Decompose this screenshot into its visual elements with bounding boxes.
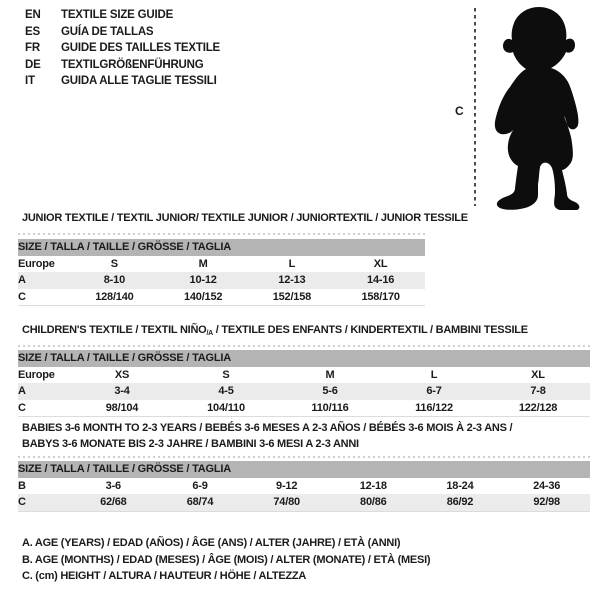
table-header-row — [18, 239, 425, 256]
row-label: C — [18, 400, 70, 417]
babies-size-table — [18, 461, 590, 512]
footnote-c: C. (cm) HEIGHT / ALTURA / HAUTEUR / HÖHE / ALTEZZA — [22, 570, 307, 583]
table-cell: 12-13 — [248, 272, 337, 289]
table-cell: 62/68 — [70, 494, 157, 511]
table-cell: L — [288, 257, 296, 270]
title-subscript: /A — [206, 330, 213, 337]
table-cell: 18-24 — [446, 479, 474, 492]
table-header-row — [18, 350, 590, 367]
guide-title: GUIDE DES TAILLES TEXTILE — [61, 42, 220, 55]
table-cell: L — [430, 368, 438, 381]
table-cell: 122/128 — [486, 400, 590, 417]
language-code: FR — [25, 42, 40, 55]
table-cell: 6-7 — [382, 383, 486, 400]
table-cell: 4-5 — [174, 383, 278, 400]
legend-footnotes — [22, 535, 430, 585]
table-cell: XL — [531, 368, 545, 381]
toddler-silhouette-icon — [486, 4, 592, 210]
table-header-row — [18, 461, 590, 478]
guide-title: GUIDA ALLE TAGLIE TESSILI — [61, 75, 217, 88]
table-cell: 12-18 — [359, 479, 387, 492]
junior-size-table — [18, 239, 425, 306]
table-row — [18, 367, 590, 384]
row-label: C — [18, 289, 70, 306]
table-cell: M — [198, 257, 208, 270]
table-cell: 3-6 — [105, 479, 121, 492]
size-header-band: SIZE / TALLA / TAILLE / GRÖSSE / TAGLIA — [18, 350, 590, 367]
row-label: A — [18, 383, 70, 400]
table-row — [18, 383, 590, 400]
list-item — [25, 7, 220, 24]
title-text: CHILDREN'S TEXTILE / TEXTIL NIÑO — [22, 324, 207, 336]
table-cell: 24-36 — [533, 479, 561, 492]
row-label: A — [18, 272, 70, 289]
junior-table-title: JUNIOR TEXTILE / TEXTIL JUNIOR/ TEXTILE JUNIOR / JUNIORTEXTIL / JUNIOR TESSILE — [22, 212, 468, 224]
guide-title: GUÍA DE TALLAS — [61, 25, 154, 38]
table-cell: XL — [373, 257, 388, 270]
language-code: EN — [25, 9, 41, 21]
language-code: ES — [25, 25, 40, 38]
language-title-list — [25, 7, 220, 90]
guide-title: TEXTILE SIZE GUIDE — [61, 9, 174, 21]
footnote-b: B. AGE (MONTHS) / EDAD (MESES) / ÂGE (MOIS) / ALTER (MONATE) / ETÀ (MESI) — [22, 553, 431, 566]
table-row — [18, 478, 590, 495]
language-code: DE — [25, 58, 41, 71]
table-cell: S — [110, 257, 118, 270]
table-cell: 10-12 — [159, 272, 248, 289]
table-cell: 140/152 — [159, 289, 248, 306]
table-cell: 68/74 — [157, 494, 244, 511]
table-cell: 8-10 — [70, 272, 159, 289]
height-dashed-line — [474, 8, 476, 206]
size-header-band: SIZE / TALLA / TAILLE / GRÖSSE / TAGLIA — [18, 239, 425, 256]
children-size-table — [18, 350, 590, 417]
table-row — [18, 494, 590, 511]
table-row — [18, 256, 425, 273]
height-measure-label: C — [455, 104, 464, 118]
row-label: Europe — [18, 368, 55, 381]
divider — [18, 456, 590, 458]
table-cell: 110/116 — [278, 400, 382, 417]
table-cell: 5-6 — [278, 383, 382, 400]
babies-table-title-line2: BABYS 3-6 MONATE BIS 2-3 JAHRE / BAMBINI 3-6 MESI A 2-3 ANNI — [22, 438, 359, 450]
children-table-title — [22, 324, 528, 337]
table-row — [18, 289, 425, 306]
table-cell: 116/122 — [382, 400, 486, 417]
table-cell: 9-12 — [276, 479, 298, 492]
table-cell: 3-4 — [70, 383, 174, 400]
divider — [18, 233, 425, 235]
babies-table-title-line1: BABIES 3-6 MONTH TO 2-3 YEARS / BEBÉS 3-6 MESES A 2-3 AÑOS / BÉBÉS 3-6 MOIS À 2-3 ANS / — [22, 422, 513, 434]
table-cell: M — [325, 368, 335, 381]
row-label: C — [18, 494, 70, 511]
table-cell: 86/92 — [417, 494, 504, 511]
size-header-band: SIZE / TALLA / TAILLE / GRÖSSE / TAGLIA — [18, 461, 590, 478]
table-cell: 80/86 — [330, 494, 417, 511]
row-label: Europe — [18, 257, 55, 270]
table-cell: 104/110 — [174, 400, 278, 417]
table-cell: 158/170 — [336, 289, 425, 306]
table-cell: 74/80 — [243, 494, 330, 511]
table-cell: 14-16 — [336, 272, 425, 289]
footnote-a: A. AGE (YEARS) / EDAD (AÑOS) / ÂGE (ANS) / ALTER (JAHRE) / ETÀ (ANNI) — [22, 537, 401, 549]
table-cell: XS — [114, 368, 130, 381]
list-item — [25, 24, 220, 41]
language-code: IT — [25, 75, 35, 88]
title-text: / TEXTILE DES ENFANTS / KINDERTEXTIL / BAMBINI TESSILE — [212, 324, 528, 336]
list-item — [25, 73, 220, 90]
table-cell: 128/140 — [70, 289, 159, 306]
table-cell: 6-9 — [192, 479, 208, 492]
table-cell: 98/104 — [70, 400, 174, 417]
guide-title: TEXTILGRÖßENFÜHRUNG — [61, 58, 204, 71]
table-cell: 152/158 — [248, 289, 337, 306]
table-row — [18, 400, 590, 417]
table-cell: 92/98 — [503, 494, 590, 511]
row-label: B — [18, 479, 26, 492]
list-item — [25, 57, 220, 74]
table-row — [18, 272, 425, 289]
list-item — [25, 40, 220, 57]
table-cell: 7-8 — [486, 383, 590, 400]
divider — [18, 345, 590, 347]
table-cell: S — [222, 368, 230, 381]
